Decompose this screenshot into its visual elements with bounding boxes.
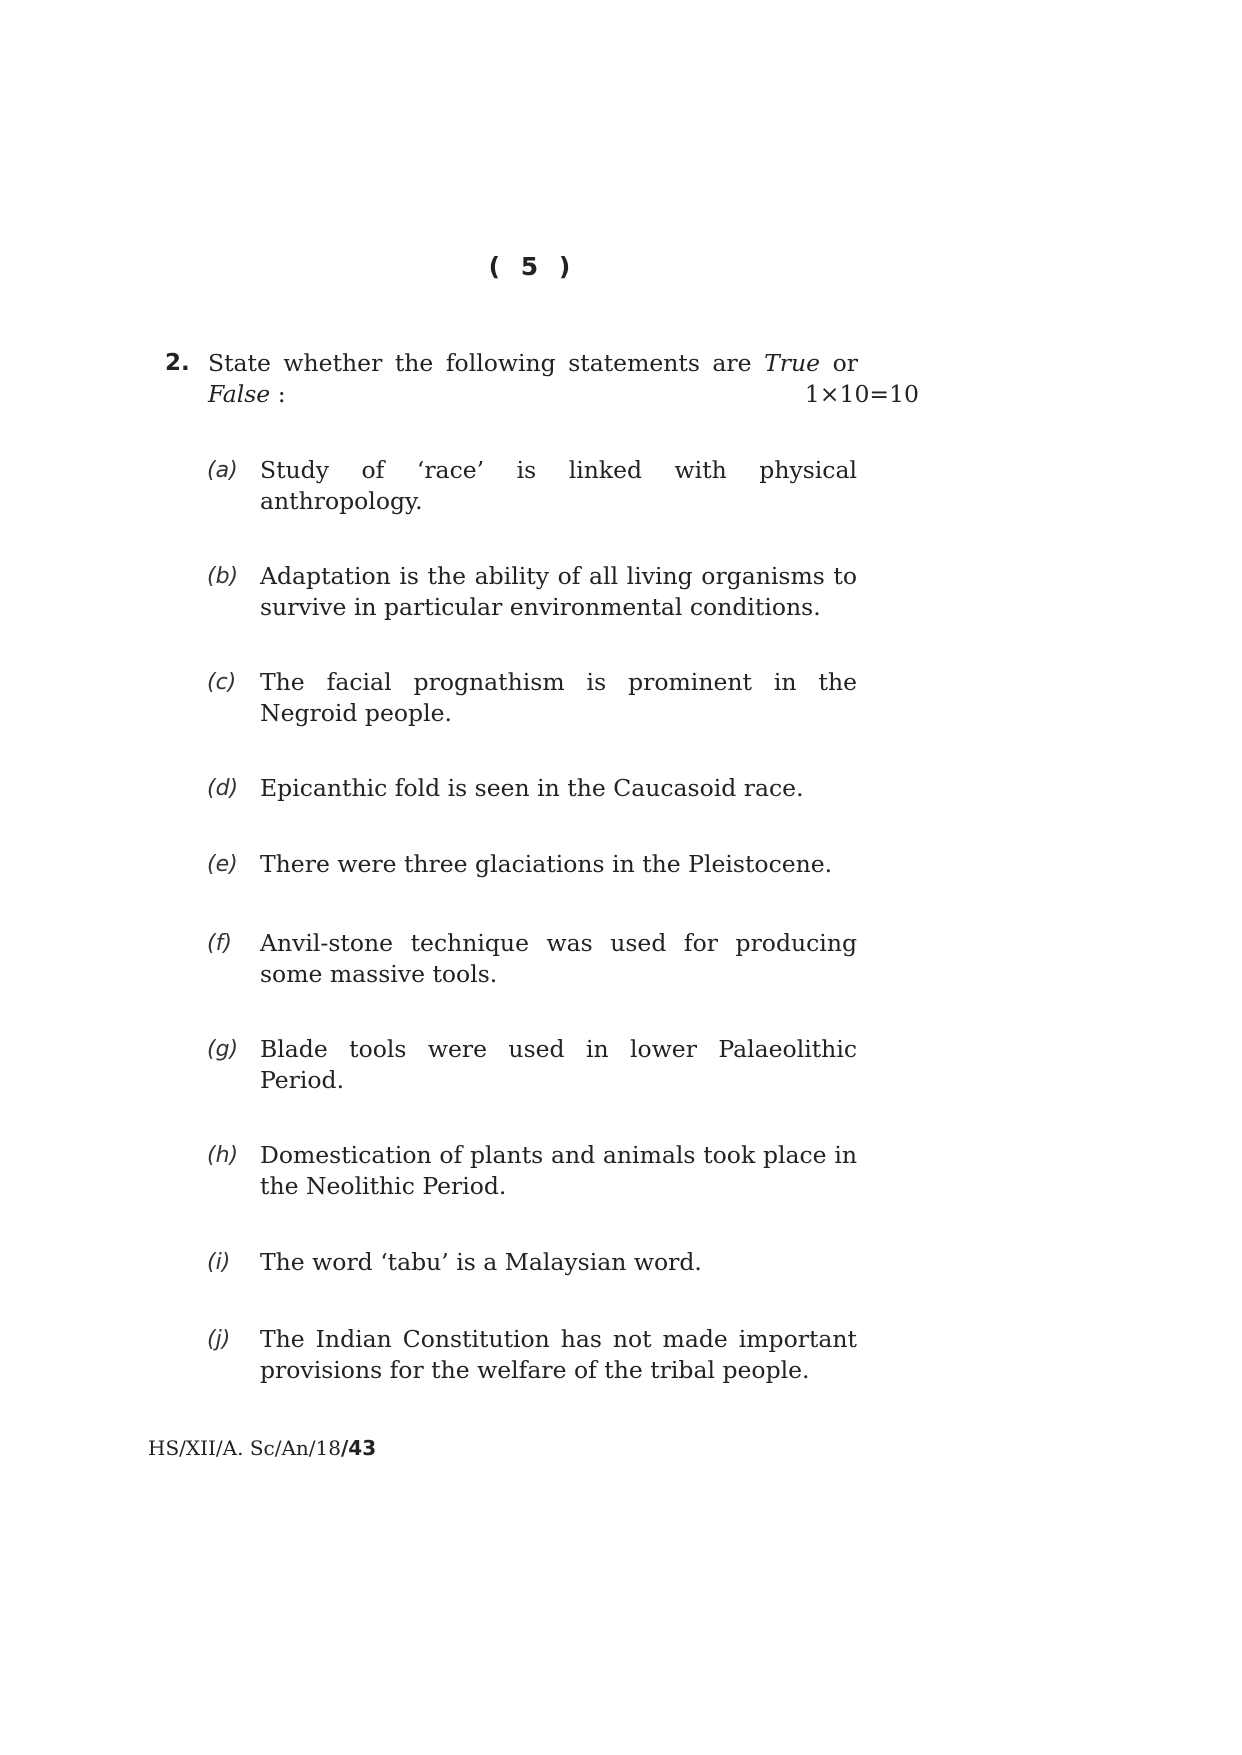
footer-set-number: /43 [340, 1436, 377, 1460]
list-item [207, 849, 857, 880]
footer-code [148, 1436, 376, 1460]
stem-word: statements [568, 349, 700, 377]
item-text: The Indian Constitution has not made important provisions for the welfare of the tribal people. [260, 1325, 857, 1384]
item-text: There were three glaciations in the Pleistocene. [260, 850, 833, 878]
list-item [207, 1034, 857, 1096]
item-text: Adaptation is the ability of all living organisms to survive in particular environmental conditions. [260, 562, 857, 621]
item-label: (a) [207, 458, 238, 483]
statement-list [207, 455, 857, 1386]
stem-or: or [832, 349, 858, 377]
list-item [207, 667, 857, 729]
item-label: (b) [207, 564, 239, 589]
item-label: (h) [207, 1143, 239, 1168]
item-label: (i) [207, 1250, 231, 1275]
list-item [207, 1324, 857, 1386]
stem-word: State [208, 349, 271, 377]
stem-word: following [445, 349, 556, 377]
list-item [207, 928, 857, 990]
item-label: (e) [207, 852, 238, 877]
question-2 [165, 348, 925, 410]
question-marks: 1×10=10 [804, 380, 919, 408]
item-label: (d) [207, 776, 239, 801]
question-stem [208, 348, 919, 410]
footer-paper-code: HS/XII/A. Sc/An/18 [148, 1436, 341, 1460]
list-item [207, 1247, 857, 1278]
item-label: (c) [207, 670, 237, 695]
item-text: Anvil-stone technique was used for producing some massive tools. [260, 929, 857, 988]
item-text: Blade tools were used in lower Palaeolithic Period. [260, 1035, 857, 1094]
stem-word: the [394, 349, 434, 377]
question-stem-line2 [208, 379, 919, 410]
page-number: ( 5 ) [488, 252, 577, 281]
list-item [207, 455, 857, 517]
stem-false: False [208, 380, 271, 408]
item-label: (f) [207, 931, 232, 956]
stem-colon: : [270, 380, 286, 408]
item-label: (g) [207, 1037, 239, 1062]
question-number: 2. [165, 350, 190, 376]
item-text: The word ‘tabu’ is a Malaysian word. [260, 1248, 702, 1276]
question-stem-line1 [208, 348, 858, 379]
item-text: Domestication of plants and animals took place in the Neolithic Period. [260, 1141, 857, 1200]
stem-word: are [712, 349, 752, 377]
list-item [207, 561, 857, 623]
item-text: The facial prognathism is prominent in the Negroid people. [260, 668, 857, 727]
stem-true: True [764, 349, 821, 377]
item-text: Study of ‘race’ is linked with physical anthropology. [260, 456, 857, 515]
list-item [207, 1140, 857, 1202]
item-text: Epicanthic fold is seen in the Caucasoid race. [260, 774, 804, 802]
stem-word: whether [283, 349, 383, 377]
list-item [207, 773, 857, 804]
item-label: (j) [207, 1327, 231, 1352]
stem-false-group [208, 379, 286, 410]
